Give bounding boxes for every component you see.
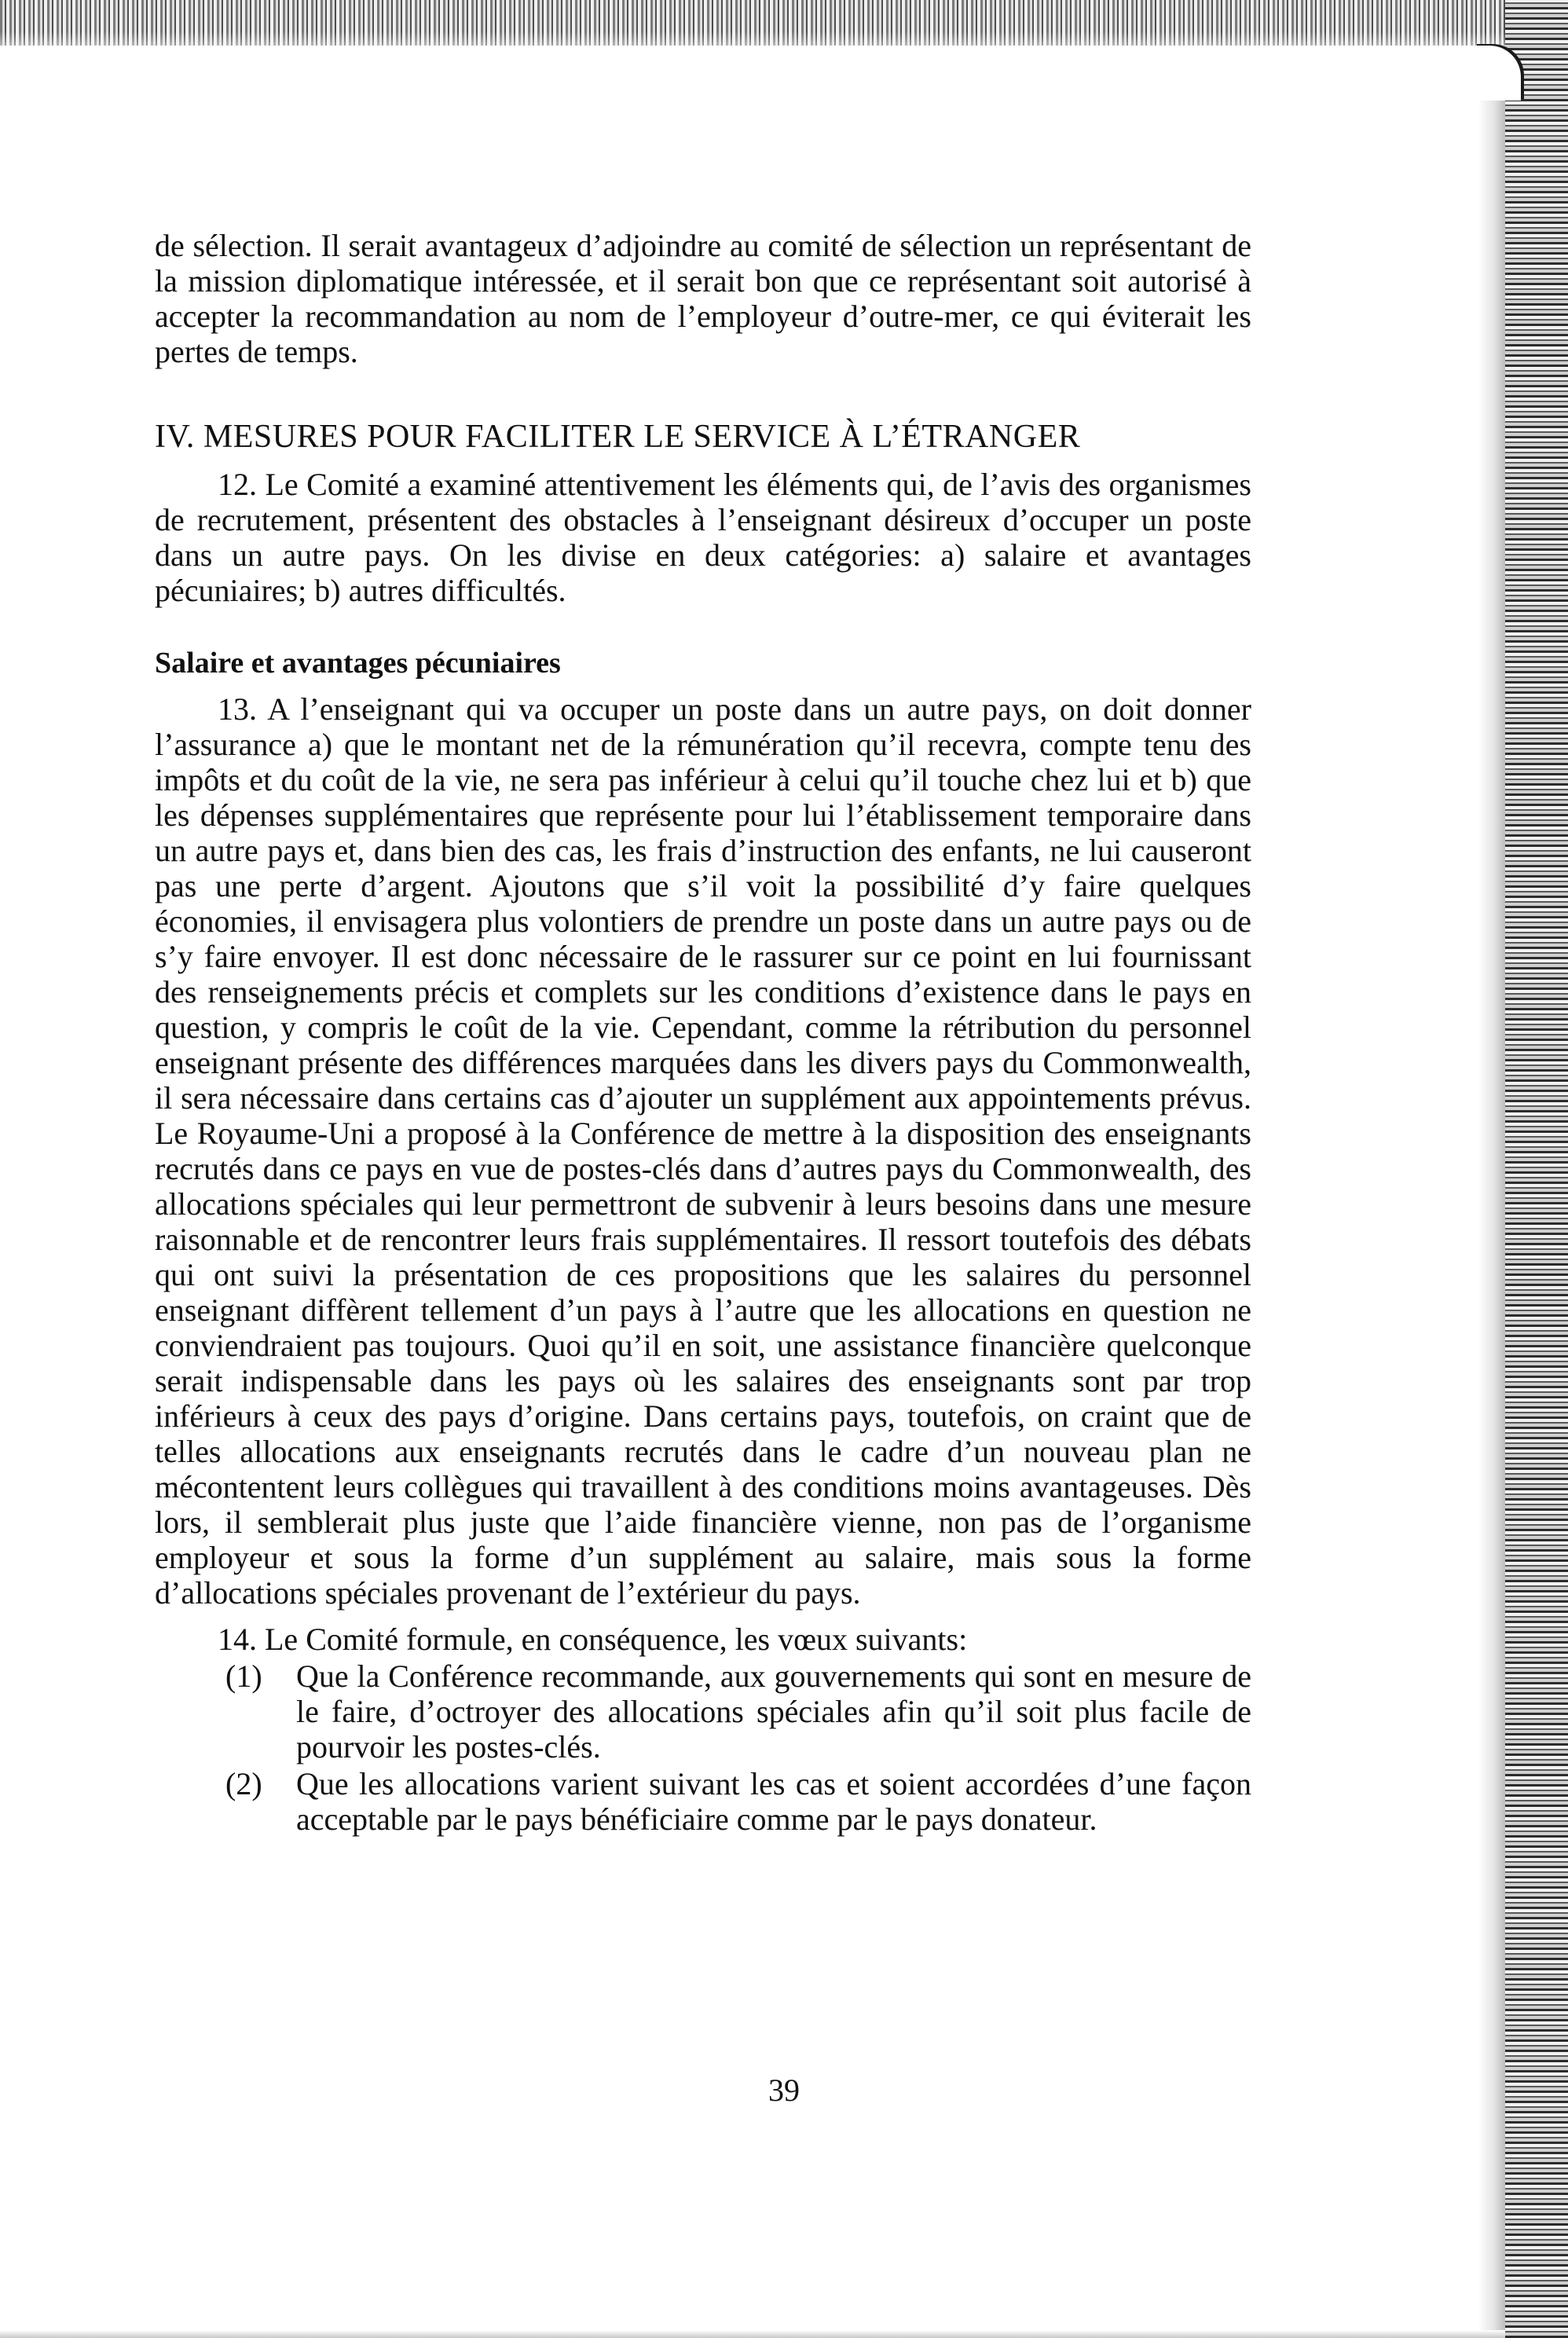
wish-item — [225, 1658, 1251, 1764]
scan-top-fade — [0, 31, 1568, 63]
paragraph-13: 13. A l’enseignant qui va occuper un poste dans un autre pays, on doit donner l’assurance a) que le montant net de la rémunération qu’il recevra, compte tenu des impôts et du coût de la vie, ne sera pas inférieur à celui qu’il touche chez lui et b) que les dépenses supplémentaires que représente pour lui l’établissement temporaire dans un autre pays et, dans bien des cas, les frais d’instruction des enfants, ne lui causeront pas une perte d’argent. Ajoutons que s’il voit la possibilité d’y faire quelques économies, il envisagera plus volontiers de prendre un poste dans un autre pays ou de s’y faire envoyer. Il est donc nécessaire de le rassurer sur ce point en lui fournissant des renseignements précis et complets sur les conditions d’existence dans le pays en question, y compris le coût de la vie. Cependant, comme la rétribution du personnel enseignant présente des différences marquées dans les divers pays du Commonwealth, il sera nécessaire dans certains cas d’ajouter un supplément aux appointements prévus. Le Royaume-Uni a proposé à la Conférence de mettre à la disposition des enseignants recrutés dans ce pays en vue de postes-clés dans d’autres pays du Commonwealth, des allocations spéciales qui leur permettront de subvenir à leurs besoins dans une mesure raisonnable et de rencontrer leurs frais supplémentaires. Il ressort toutefois des débats qui ont suivi la présentation de ces propositions que les salaires du personnel enseignant diffèrent tellement d’un pays à l’autre que les allocations en question ne conviendraient pas toujours. Quoi qu’il en soit, une assistance financière quelconque serait indispensable dans les pays où les salaires des enseignants sont par trop inférieurs à ceux des pays d’origine. Dans certains pays, toutefois, on craint que de telles allocations aux enseignants recrutés dans le cadre d’un nouveau plan ne mécontentent leurs collègues qui travaillent à des conditions moins avantageuses. Dès lors, il semblerait plus juste que l’aide financière vienne, non pas de l’organisme employeur et sous la forme d’un supplément au salaire, mais sous la forme d’allocations spéciales provenant de l’extérieur du pays. — [155, 691, 1251, 1611]
wish-number: (2) — [225, 1766, 262, 1801]
wish-item — [225, 1766, 1251, 1837]
wish-text: Que les allocations varient suivant les cas et soient accordées d’une façon acceptable par le pays bénéficiaire comme par le pays donateur. — [296, 1766, 1251, 1837]
scan-page-shadow — [1478, 47, 1505, 2338]
scan-bottom-edge — [0, 2330, 1505, 2338]
wish-text: Que la Conférence recommande, aux gouvernements qui sont en mesure de le faire, d’octroyer des allocations spéciales afin qu’il soit plus facile de pourvoir les postes-clés. — [296, 1658, 1251, 1764]
scan-right-edge — [1505, 0, 1568, 2338]
document-page — [155, 228, 1251, 1838]
paragraph-14: 14. Le Comité formule, en conséquence, les vœux suivants: — [218, 1622, 968, 1657]
paragraph-11-continuation: de sélection. Il serait avantageux d’adjoindre au comité de sélection un représentant de la mission diplomatique intéressée, et il serait bon que ce représentant soit autorisé à accepter la recommandation au nom de l’employeur d’outre-mer, ce qui éviterait les pertes de temps. — [155, 228, 1251, 369]
wish-number: (1) — [225, 1658, 262, 1694]
page-number: 39 — [768, 2072, 800, 2108]
paragraph-12: 12. Le Comité a examiné attentivement les éléments qui, de l’avis des organismes de recrutement, présentent des obstacles à l’enseignant désireux d’occuper un poste dans un autre pays. On les divise en deux catégories: a) salaire et avantages pécuniaires; b) autres difficultés. — [155, 467, 1251, 608]
subheading: Salaire et avantages pécuniaires — [155, 647, 561, 680]
section-title: IV. MESURES POUR FACILITER LE SERVICE À L’ÉTRANGER — [155, 419, 1081, 455]
